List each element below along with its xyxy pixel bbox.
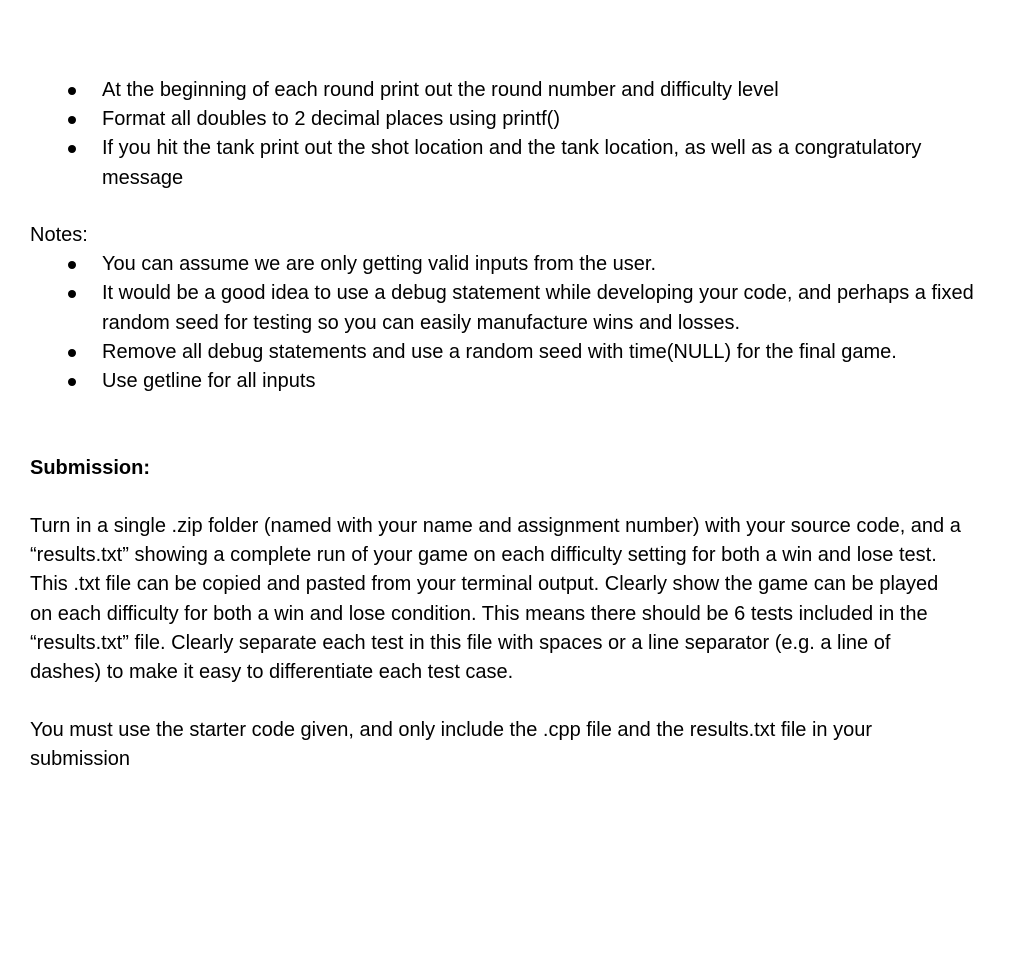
list-item-text: Remove all debug statements and use a random seed with time(NULL) for the final game. xyxy=(102,340,897,363)
requirements-list-section xyxy=(30,76,990,193)
list-item-text: If you hit the tank print out the shot location and the tank location, as well as a congratulatory message xyxy=(102,137,922,189)
notes-section xyxy=(30,221,990,396)
submission-section xyxy=(30,454,990,483)
bullet-icon xyxy=(68,145,76,153)
submission-paragraph-2-block xyxy=(30,716,965,774)
submission-heading: Submission: xyxy=(30,457,151,479)
submission-paragraph-1-block xyxy=(30,512,965,687)
bullet-icon xyxy=(68,378,76,386)
list-item xyxy=(30,105,990,134)
bullet-icon xyxy=(68,290,76,298)
notes-list xyxy=(30,250,990,396)
bullet-icon xyxy=(68,116,76,124)
list-item xyxy=(30,134,990,192)
list-item xyxy=(30,279,990,337)
bullet-icon xyxy=(68,261,76,269)
list-item-text: It would be a good idea to use a debug statement while developing your code, and perhaps a fixed random seed for testing so you can easily manufacture wins and losses. xyxy=(102,282,974,334)
list-item xyxy=(30,76,990,105)
list-item xyxy=(30,367,990,396)
submission-paragraph: You must use the starter code given, and only include the .cpp file and the results.txt file in your submission xyxy=(30,719,872,771)
submission-paragraph: Turn in a single .zip folder (named with your name and assignment number) with your source code, and a “results.txt” showing a complete run of your game on each difficulty setting for both a win and lose test. This .txt file can be copied and pasted from your terminal output. Clearly show the game can be played on each difficulty for both a win and lose condition. This means there should be 6 tests included in the “results.txt” file. Clearly separate each test in this file with spaces or a line separator (e.g. a line of dashes) to make it easy to differentiate each test case. xyxy=(30,515,961,684)
bullet-icon xyxy=(68,349,76,357)
bullet-icon xyxy=(68,87,76,95)
requirements-list xyxy=(30,76,990,193)
list-item xyxy=(30,338,990,367)
list-item-text: At the beginning of each round print out the round number and difficulty level xyxy=(102,79,779,101)
list-item-text: Use getline for all inputs xyxy=(102,370,316,393)
notes-label: Notes: xyxy=(30,224,88,246)
list-item xyxy=(30,250,990,279)
list-item-text: You can assume we are only getting valid inputs from the user. xyxy=(102,253,657,276)
list-item-text: Format all doubles to 2 decimal places using printf() xyxy=(102,108,560,131)
